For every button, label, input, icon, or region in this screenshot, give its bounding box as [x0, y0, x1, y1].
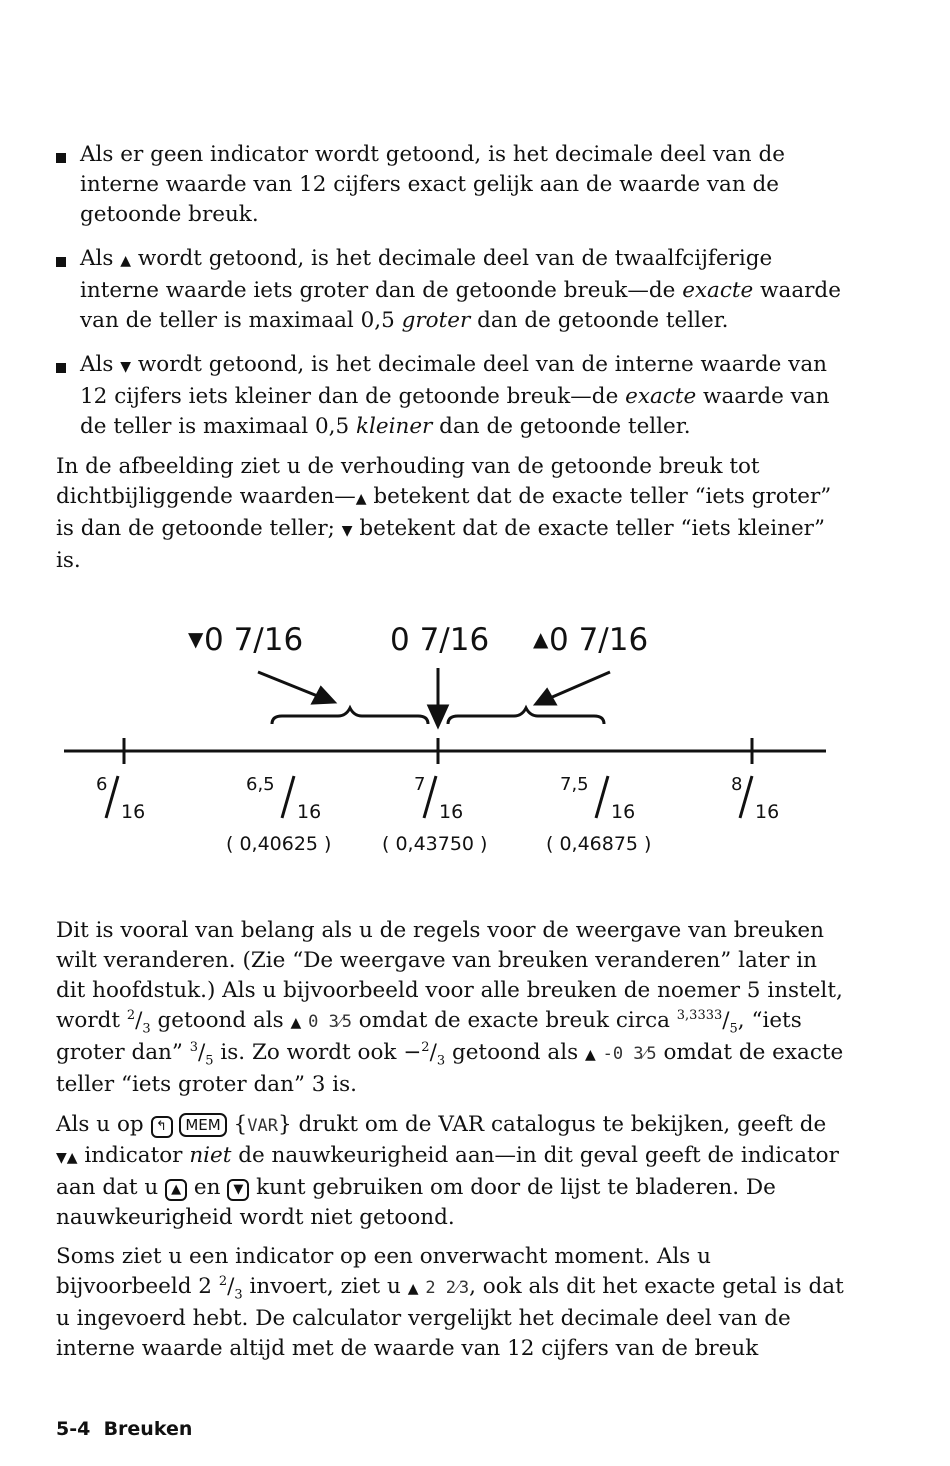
triangle-down-icon: ▼ [120, 359, 132, 375]
lcd-readout: 0 3⁄5 [308, 1012, 352, 1032]
paragraph-fraction-rules: Dit is vooral van belang als u de regels voor de weergave van breuken wilt veranderen. (Zie “De weergave van breuken veranderen” later in dit hoofdstuk.) Als u bijvoorbeeld voor alle breuken de noemer 5 instelt, wordt $^2/_3$ getoond als ▲ 0 3⁄5 omdat de exacte breuk circa $^{3,3333}/_5$, “iets groter dan” $^3/_5$ is. Zo wordt ook $-^2/_3$ getoond als ▲ -0 3⁄5 omdat de exacte teller “iets groter dan” 3 is. [56, 918, 844, 1097]
arrow-head-icon [536, 690, 555, 704]
display-value: 0 7/16 [549, 622, 649, 658]
svg-text:16: 16 [755, 801, 780, 823]
display-indicator: ▲ [533, 627, 549, 651]
brace-left [272, 708, 428, 724]
lcd-readout: -0 3⁄5 [602, 1044, 657, 1064]
triangle-up-icon: ▲ [355, 491, 367, 507]
arrow-head-icon [429, 706, 447, 726]
display-value: 0 7/16 [204, 622, 304, 658]
brace-right [448, 708, 604, 724]
svg-text:16: 16 [439, 801, 464, 823]
up-arrow-key-icon: ▲ [165, 1179, 187, 1201]
arrow-line [550, 672, 610, 698]
bullet-item [56, 140, 846, 230]
chapter-title: Breuken [103, 1418, 193, 1440]
display-value: 0 7/16 [390, 622, 490, 658]
svg-text:16: 16 [297, 801, 322, 823]
triangle-up-icon: ▲ [290, 1015, 302, 1031]
display-indicator: ▼ [188, 627, 204, 651]
lcd-readout: 2 2⁄3 [425, 1278, 470, 1298]
decimal-value: ( 0,40625 ) [226, 833, 332, 855]
bullet-square-icon [56, 363, 66, 373]
paragraph-unexpected-indicator: Soms ziet u een indicator op een onverwacht moment. Als u bijvoorbeeld 2 $^2/_3$ invoert, ziet u ▲ 2 2⁄3, ook als dit het exacte getal is dat u ingevoerd hebt. De calculator vergelijkt het decimale deel van de interne waarde altijd met de waarde van 12 cijfers van de breuk [56, 1244, 844, 1361]
triangle-up-icon: ▲ [407, 1281, 419, 1297]
bullet-item: Als ▼ wordt getoond, is het decimale deel van de interne waarde van 12 cijfers iets kleiner dan de getoonde breuk—de exacte waarde van de teller is maximaal 0,5 kleiner dan de getoonde teller. [56, 350, 846, 442]
var-menu-label: VAR [247, 1116, 278, 1136]
page-footer [56, 1414, 192, 1444]
tick-label [414, 774, 463, 823]
triangle-down-icon: ▼ [341, 523, 353, 539]
tick-label [96, 774, 145, 823]
svg-text:6,5: 6,5 [246, 774, 275, 795]
mem-key: MEM [179, 1113, 226, 1137]
svg-text:6: 6 [96, 774, 108, 795]
bullet-square-icon [56, 257, 66, 267]
triangle-up-icon: ▲ [120, 253, 132, 269]
triangle-up-icon: ▲ [584, 1047, 596, 1063]
shift-key-icon: ↰ [151, 1116, 173, 1138]
svg-text:7,5: 7,5 [560, 774, 589, 795]
tick-label [560, 774, 635, 823]
svg-text:16: 16 [611, 801, 636, 823]
bullet-item: Als ▲ wordt getoond, is het decimale deel van de twaalfcijferige interne waarde iets groter dan de getoonde breuk—de exacte waarde van de teller is maximaal 0,5 groter dan de getoonde teller. [56, 244, 846, 336]
decimal-value: ( 0,46875 ) [546, 833, 652, 855]
down-arrow-key-icon: ▼ [227, 1179, 249, 1201]
bullet-square-icon [56, 153, 66, 163]
svg-text:8: 8 [731, 774, 743, 795]
paragraph-var-catalog: Als u op ↰ MEM {VAR} drukt om de VAR catalogus te bekijken, geeft de ▼▲ indicator niet de nauwkeurigheid aan—in dit geval geeft de indicator aan dat u ▲ en ▼ kunt gebruiken om door de lijst te bladeren. De nauwkeurigheid wordt niet getoond. [56, 1112, 839, 1230]
arrow-head-icon [313, 688, 334, 703]
bullet-list [56, 140, 846, 456]
fraction-number-line-figure [0, 600, 950, 880]
triangle-down-up-icon: ▼▲ [56, 1150, 78, 1166]
intro-paragraph: In de afbeelding ziet u de verhouding van de getoonde breuk tot dichtbijliggende waarden—▲ betekent dat de exacte teller “iets groter” is dan de getoonde teller; ▼ betekent dat de exacte teller “iets kleiner” is. [56, 454, 832, 573]
page-number: 5-4 [56, 1418, 91, 1440]
bullet-text: Als er geen indicator wordt getoond, is het decimale deel van de interne waarde van 12 cijfers exact gelijk aan de waarde van de getoonde breuk. [80, 142, 785, 227]
decimal-value: ( 0,43750 ) [382, 833, 488, 855]
svg-text:7: 7 [414, 774, 426, 795]
tick-label [246, 774, 321, 823]
arrow-line [258, 672, 320, 697]
tick-label [731, 774, 779, 823]
svg-text:16: 16 [121, 801, 146, 823]
